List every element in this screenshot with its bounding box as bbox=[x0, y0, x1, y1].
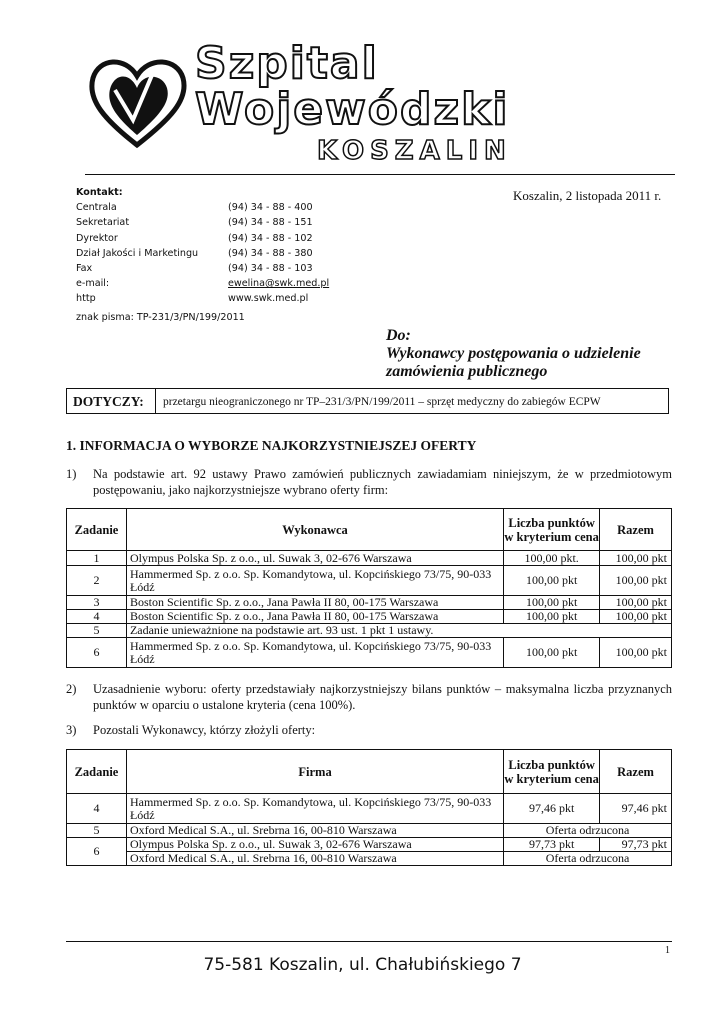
contact-label: Sekretariat bbox=[76, 217, 130, 229]
addressee bbox=[386, 327, 641, 381]
table-row bbox=[67, 566, 672, 596]
contact-row bbox=[76, 215, 329, 230]
letterhead-rule bbox=[85, 174, 675, 175]
table-row bbox=[67, 596, 672, 610]
contact-label: e-mail: bbox=[76, 278, 110, 290]
winners-table bbox=[66, 508, 672, 668]
contact-label: http bbox=[76, 293, 96, 305]
table-header: Firma bbox=[126, 750, 503, 794]
table-row bbox=[67, 852, 672, 866]
total-cell: 100,00 pkt bbox=[600, 610, 672, 624]
website-link[interactable]: www.swk.med.pl bbox=[228, 293, 309, 305]
table-header: Zadanie bbox=[67, 509, 127, 551]
paragraph-text: Uzasadnienie wyboru: oferty przedstawiały najkorzystniejszy bilans punktów – maksymalna liczba przyznanych punktów w oparciu o ustalone kryteria (cena 100%). bbox=[93, 682, 672, 712]
letter-date: Koszalin, 2 listopada 2011 r. bbox=[513, 188, 662, 203]
contact-label: Dyrektor bbox=[76, 232, 118, 244]
points-cell: 100,00 pkt. bbox=[504, 551, 600, 566]
brand-line-1: Szpital bbox=[195, 38, 379, 89]
contact-value: (94) 34 - 88 - 151 bbox=[228, 217, 313, 229]
table-row bbox=[67, 624, 672, 638]
points-cell: 100,00 pkt bbox=[504, 638, 600, 668]
paragraph-2 bbox=[66, 681, 672, 713]
paragraph-1 bbox=[66, 466, 672, 498]
contact-row bbox=[76, 276, 329, 291]
footer-address: 75-581 Koszalin, ul. Chałubińskiego 7 bbox=[203, 955, 522, 975]
contact-value: (94) 34 - 88 - 102 bbox=[228, 232, 313, 244]
firm-cell: Oxford Medical S.A., ul. Srebrna 16, 00-810 Warszawa bbox=[126, 824, 503, 838]
table-header: Zadanie bbox=[67, 750, 127, 794]
contact-block bbox=[76, 185, 329, 307]
total-cell: 100,00 pkt bbox=[600, 551, 672, 566]
task-cell: 1 bbox=[67, 551, 127, 566]
contact-value: (94) 34 - 88 - 400 bbox=[228, 202, 313, 214]
paragraph-3 bbox=[66, 722, 672, 738]
reference-number: znak pisma: TP-231/3/PN/199/2011 bbox=[76, 312, 245, 323]
table-row bbox=[67, 638, 672, 668]
vendor-cell: Boston Scientific Sp. z o.o., Jana Pawła II 80, 00-175 Warszawa bbox=[126, 596, 503, 610]
total-cell: 97,46 pkt bbox=[600, 794, 672, 824]
contact-title: Kontakt: bbox=[76, 187, 123, 198]
firm-cell: Olympus Polska Sp. z o.o., ul. Suwak 3, 02-676 Warszawa bbox=[126, 838, 503, 852]
paragraph-number: 1) bbox=[66, 467, 77, 481]
task-cell: 6 bbox=[67, 638, 127, 668]
task-cell: 4 bbox=[67, 610, 127, 624]
addressee-line: Wykonawcy postępowania o udzielenie bbox=[386, 345, 641, 362]
firm-cell: Oxford Medical S.A., ul. Srebrna 16, 00-810 Warszawa bbox=[126, 852, 503, 866]
subject-text: przetargu nieograniczonego nr TP–231/3/PN/199/2011 – sprzęt medyczny do zabiegów ECPW bbox=[163, 396, 601, 408]
points-cell: 97,46 pkt bbox=[504, 794, 600, 824]
table-header-row bbox=[67, 509, 672, 551]
other-bids-table bbox=[66, 749, 672, 866]
subject-box bbox=[66, 388, 669, 414]
paragraph-number: 3) bbox=[66, 723, 77, 737]
vendor-cell: Hammermed Sp. z o.o. Sp. Komandytowa, ul. Kopcińskiego 73/75, 90-033 Łódź bbox=[126, 566, 503, 596]
paragraph-text: Na podstawie art. 92 ustawy Prawo zamówień publicznych zawiadamiam niniejszym, że w przedmiotowym postępowaniu, jako najkorzystniejsze wybrano oferty firm: bbox=[93, 467, 672, 497]
total-cell: 100,00 pkt bbox=[600, 638, 672, 668]
vendor-cell: Olympus Polska Sp. z o.o., ul. Suwak 3, 02-676 Warszawa bbox=[126, 551, 503, 566]
table-header: Wykonawca bbox=[126, 509, 503, 551]
subject-key: DOTYCZY: bbox=[67, 389, 156, 413]
addressee-line: Do: bbox=[386, 327, 411, 344]
table-header: Razem bbox=[600, 509, 672, 551]
brand-line-3: KOSZALIN bbox=[317, 136, 512, 166]
total-cell: 97,73 pkt bbox=[600, 838, 672, 852]
firm-cell: Hammermed Sp. z o.o. Sp. Komandytowa, ul. Kopcińskiego 73/75, 90-033 Łódź bbox=[126, 794, 503, 824]
points-cell: 97,73 pkt bbox=[504, 838, 600, 852]
task-cell: 5 bbox=[67, 624, 127, 638]
vendor-cell: Hammermed Sp. z o.o. Sp. Komandytowa, ul. Kopcińskiego 73/75, 90-033 Łódź bbox=[126, 638, 503, 668]
table-header: Liczba punktów w kryterium cena bbox=[504, 750, 600, 794]
total-cell: 100,00 pkt bbox=[600, 596, 672, 610]
contact-value: (94) 34 - 88 - 103 bbox=[228, 263, 313, 275]
table-header: Razem bbox=[600, 750, 672, 794]
vendor-cell: Zadanie unieważnione na podstawie art. 93 ust. 1 pkt 1 ustawy. bbox=[126, 624, 671, 638]
rejected-cell: Oferta odrzucona bbox=[504, 824, 672, 838]
brand-line-2: Wojewódzki bbox=[195, 84, 510, 135]
table-row bbox=[67, 824, 672, 838]
task-cell: 5 bbox=[67, 824, 127, 838]
page-number: 1 bbox=[665, 945, 670, 956]
points-cell: 100,00 pkt bbox=[504, 610, 600, 624]
contact-value: (94) 34 - 88 - 380 bbox=[228, 247, 313, 259]
contact-label: Centrala bbox=[76, 202, 117, 214]
section-title: 1. INFORMACJA O WYBORZE NAJKORZYSTNIEJSZEJ OFERTY bbox=[66, 438, 477, 453]
task-cell: 3 bbox=[67, 596, 127, 610]
table-row bbox=[67, 551, 672, 566]
points-cell: 100,00 pkt bbox=[504, 566, 600, 596]
contact-row bbox=[76, 261, 329, 276]
points-cell: 100,00 pkt bbox=[504, 596, 600, 610]
total-cell: 100,00 pkt bbox=[600, 566, 672, 596]
table-row bbox=[67, 838, 672, 852]
heart-logo-icon bbox=[85, 50, 190, 150]
contact-label: Dział Jakości i Marketingu bbox=[76, 247, 199, 259]
paragraph-text: Pozostali Wykonawcy, którzy złożyli oferty: bbox=[93, 723, 316, 737]
letterhead-logo bbox=[85, 38, 575, 172]
contact-row bbox=[76, 291, 329, 306]
addressee-line: zamówienia publicznego bbox=[386, 363, 548, 380]
table-header-row bbox=[67, 750, 672, 794]
email-link[interactable]: ewelina@swk.med.pl bbox=[228, 278, 330, 290]
vendor-cell: Boston Scientific Sp. z o.o., Jana Pawła II 80, 00-175 Warszawa bbox=[126, 610, 503, 624]
contact-row bbox=[76, 231, 329, 246]
footer-rule bbox=[66, 941, 672, 942]
table-row bbox=[67, 610, 672, 624]
paragraph-number: 2) bbox=[66, 682, 77, 696]
rejected-cell: Oferta odrzucona bbox=[504, 852, 672, 866]
table-row bbox=[67, 794, 672, 824]
contact-row bbox=[76, 246, 329, 261]
task-cell: 2 bbox=[67, 566, 127, 596]
task-cell: 4 bbox=[67, 794, 127, 824]
table-header: Liczba punktów w kryterium cena bbox=[504, 509, 600, 551]
task-cell: 6 bbox=[67, 838, 127, 866]
contact-label: Fax bbox=[76, 263, 93, 275]
contact-row bbox=[76, 200, 329, 215]
